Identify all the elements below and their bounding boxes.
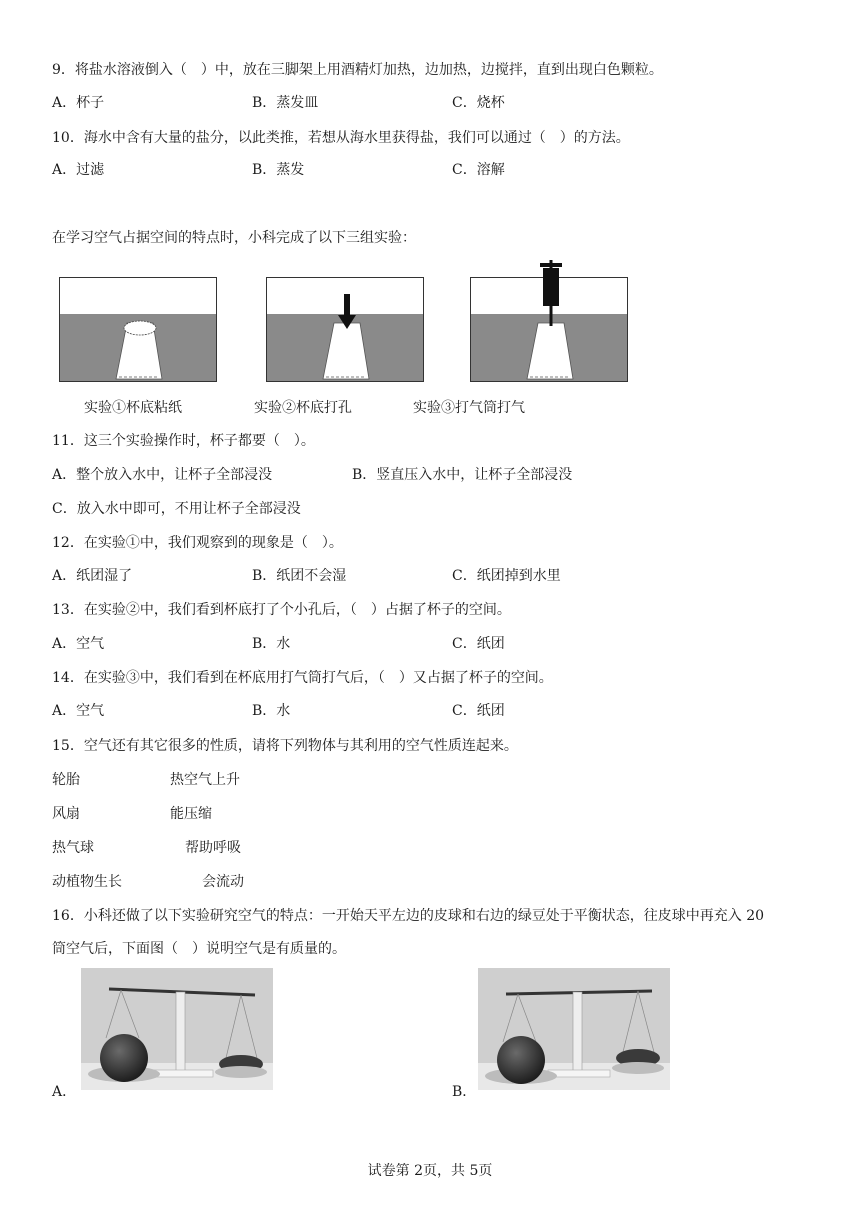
experiment-3-caption: 实验③打气筒打气 [413,400,525,416]
q10-stem: 10．海水中含有大量的盐分，以此类推，若想从海水里获得盐，我们可以通过（ ）的方法。 [52,130,630,146]
q13-stem: 13．在实验②中，我们看到杯底打了个小孔后，（ ）占据了杯子的空间。 [52,602,511,618]
q12-option-a: A．纸团湿了 [52,568,133,584]
q11-stem: 11．这三个实验操作时，杯子都要（ ）。 [52,433,315,449]
q9-option-b: B．蒸发皿 [252,95,319,111]
q15-property-4: 会流动 [202,874,244,890]
q12-option-c: C．纸团掉到水里 [452,568,561,584]
q16-option-b: B． [452,1084,477,1100]
q15-object-4: 动植物生长 [52,874,122,890]
q10-option-b: B．蒸发 [252,162,305,178]
q11-option-a: A．整个放入水中，让杯子全部浸没 [52,467,273,483]
experiment-2-caption: 实验②杯底打孔 [254,400,352,416]
q15-object-1: 轮胎 [52,772,80,788]
q16-balance-photo-b [478,968,670,1090]
q14-option-b: B．水 [252,703,291,719]
q15-property-3: 帮助呼吸 [185,840,241,856]
q16-stem-line-2: 筒空气后，下面图（ ）说明空气是有质量的。 [52,941,346,957]
q9-stem: 9．将盐水溶液倒入（ ）中，放在三脚架上用酒精灯加热，边加热，边搅拌，直到出现白色颗粒。 [52,62,663,78]
q12-option-b: B．纸团不会湿 [252,568,347,584]
q10-option-c: C．溶解 [452,162,505,178]
q16-balance-photo-a [81,968,273,1090]
q10-option-a: A．过滤 [52,162,105,178]
q13-option-a: A．空气 [52,636,105,652]
q15-stem: 15．空气还有其它很多的性质，请将下列物体与其利用的空气性质连起来。 [52,738,518,754]
q14-option-a: A．空气 [52,703,105,719]
q9-option-a: A．杯子 [52,95,105,111]
q11-option-c: C．放入水中即可，不用让杯子全部浸没 [52,501,301,517]
experiment-1-caption: 实验①杯底粘纸 [84,400,182,416]
q12-stem: 12．在实验①中，我们观察到的现象是（ ）。 [52,535,343,551]
q13-option-c: C．纸团 [452,636,505,652]
q15-property-1: 热空气上升 [170,772,240,788]
q9-option-c: C．烧杯 [452,95,505,111]
experiment-1-figure [59,277,217,382]
page-footer: 试卷第 2页，共 5页 [367,1163,493,1179]
q15-property-2: 能压缩 [170,806,212,822]
q14-option-c: C．纸团 [452,703,505,719]
q11-option-b: B．竖直压入水中，让杯子全部浸没 [352,467,573,483]
experiment-3-figure [470,260,628,382]
q16-option-a: A． [52,1084,77,1100]
experiment-intro: 在学习空气占据空间的特点时，小科完成了以下三组实验： [52,230,416,246]
q13-option-b: B．水 [252,636,291,652]
q16-stem-line-1: 16．小科还做了以下实验研究空气的特点：一开始天平左边的皮球和右边的绿豆处于平衡状态，往皮球中再充入 20 [52,908,765,924]
q14-stem: 14．在实验③中，我们看到在杯底用打气筒打气后，（ ）又占据了杯子的空间。 [52,670,553,686]
q15-object-3: 热气球 [52,840,94,856]
experiment-2-figure [266,255,424,382]
q15-object-2: 风扇 [52,806,80,822]
